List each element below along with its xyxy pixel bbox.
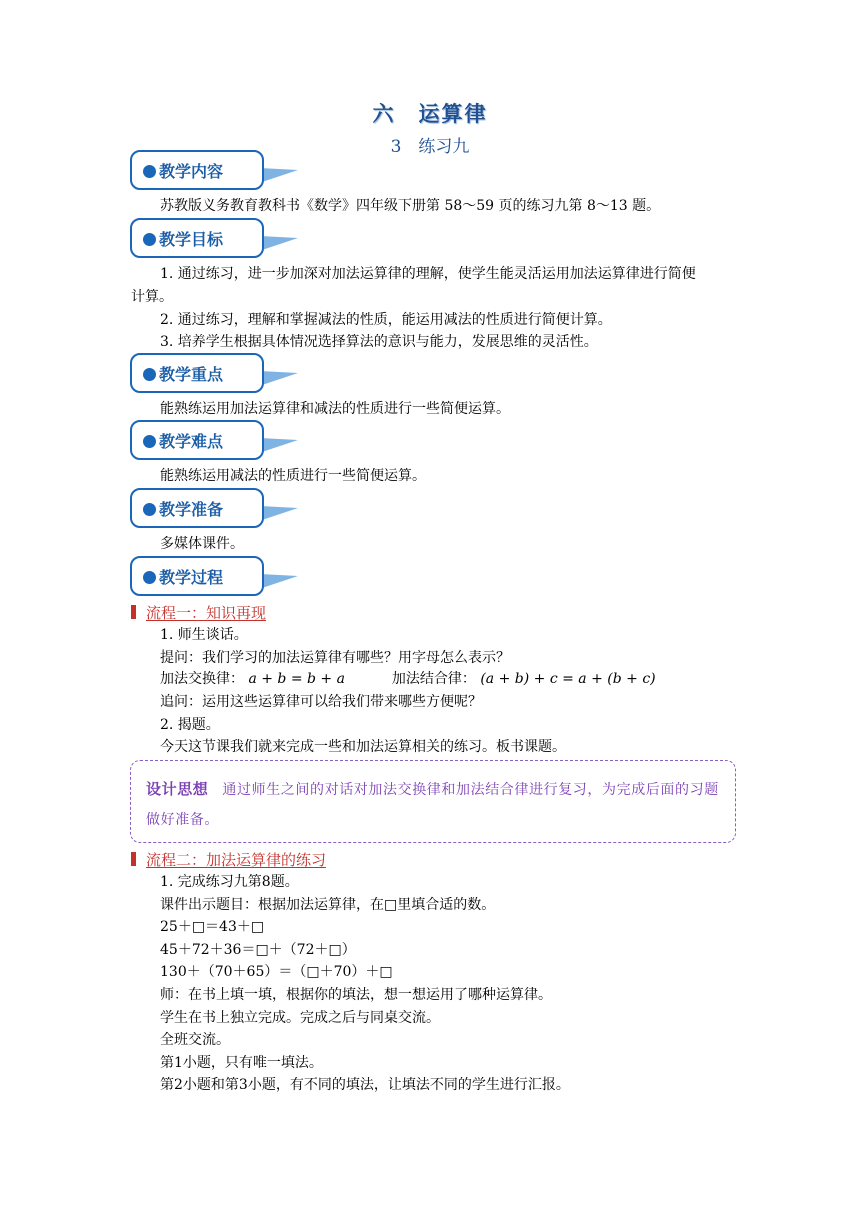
flow-marker-icon: [131, 852, 136, 866]
bullet-icon: [143, 233, 156, 246]
preparation-text: 多媒体课件。: [160, 536, 244, 552]
page-title: 六 运算律: [372, 102, 488, 126]
flow2-line: 全班交流。: [160, 1032, 230, 1048]
commutative-formula: a + b = b + a: [248, 671, 345, 687]
bullet-icon: [143, 165, 156, 178]
flow1-line: 今天这节课我们就来完成一些和加法运算相关的练习。板书课题。: [160, 739, 566, 755]
bullet-icon: [143, 503, 156, 516]
flow1-line: 2. 揭题。: [160, 717, 220, 733]
flow1-formulas: [160, 668, 760, 691]
design-label: 设计思想: [146, 780, 209, 798]
goal-item: 计算。: [131, 289, 173, 305]
bullet-icon: [143, 435, 156, 448]
bullet-icon: [143, 368, 156, 381]
flow2-title: 流程二：加法运算律的练习: [146, 851, 327, 869]
section-label: 教学重点: [159, 365, 224, 384]
design-body: 通过师生之间的对话对加法交换律和加法结合律进行复习，为完成后面的习题做好准备。: [146, 782, 719, 828]
flow2-line: 45＋72＋36＝□＋（72＋□）: [160, 942, 356, 958]
flow2-line: 130＋（70＋65）＝（□＋70）＋□: [160, 964, 393, 980]
flow1-line: 1. 师生谈话。: [160, 627, 248, 643]
section-label: 教学过程: [159, 568, 224, 587]
bullet-icon: [143, 571, 156, 584]
page-subtitle: 3 练习九: [390, 137, 470, 157]
flow2-heading: [131, 849, 326, 870]
flow1-title: 流程一：知识再现: [146, 604, 267, 622]
section-label: 教学难点: [159, 432, 224, 451]
commutative-label: 加法交换律：: [160, 671, 244, 687]
section-tag-content: [130, 150, 395, 192]
difficulties-text: 能熟练运用减法的性质进行一些简便运算。: [160, 468, 426, 484]
section-label: 教学内容: [159, 162, 224, 181]
flow2-line: 1. 完成练习九第8题。: [160, 874, 299, 890]
flow-marker-icon: [131, 605, 136, 619]
section-tag-goals: [130, 218, 395, 260]
goal-item: 3. 培养学生根据具体情况选择算法的意识与能力，发展思维的灵活性。: [160, 334, 598, 350]
section-tag-difficulties: [130, 420, 395, 462]
flow1-line: 提问：我们学习的加法运算律有哪些？用字母怎么表示？: [160, 650, 510, 666]
flow2-line: 课件出示题目：根据加法运算律，在□里填合适的数。: [160, 897, 496, 913]
flow2-line: 第2小题和第3小题，有不同的填法，让填法不同的学生进行汇报。: [160, 1077, 570, 1093]
flow2-line: 师：在书上填一填，根据你的填法，想一想运用了哪种运算律。: [160, 987, 552, 1003]
content-text: 苏教版义务教育教科书《数学》四年级下册第 58～59 页的练习九第 8～13 题。: [160, 198, 661, 214]
flow2-line: 学生在书上独立完成。完成之后与同桌交流。: [160, 1010, 440, 1026]
section-label: 教学目标: [159, 230, 224, 249]
section-tag-preparation: [130, 488, 395, 530]
associative-formula: (a + b) + c = a + (b + c): [480, 671, 656, 687]
flow2-line: 25＋□＝43＋□: [160, 919, 265, 935]
goal-item: 2. 通过练习，理解和掌握减法的性质，能运用减法的性质进行简便计算。: [160, 312, 612, 328]
flow2-line: 第1小题，只有唯一填法。: [160, 1055, 323, 1071]
section-tag-process: [130, 556, 395, 598]
section-label: 教学准备: [159, 500, 224, 519]
flow1-line: 追问：运用这些运算律可以给我们带来哪些方便呢？: [160, 694, 482, 710]
associative-label: 加法结合律：: [391, 671, 476, 687]
flow1-heading: [131, 602, 266, 623]
section-tag-key-points: [130, 353, 395, 395]
goal-item: 1. 通过练习，进一步加深对加法运算律的理解，使学生能灵活运用加法运算律进行简便: [160, 266, 696, 282]
design-thought-text: [146, 774, 724, 835]
key-points-text: 能熟练运用加法运算律和减法的性质进行一些简便运算。: [160, 401, 510, 417]
